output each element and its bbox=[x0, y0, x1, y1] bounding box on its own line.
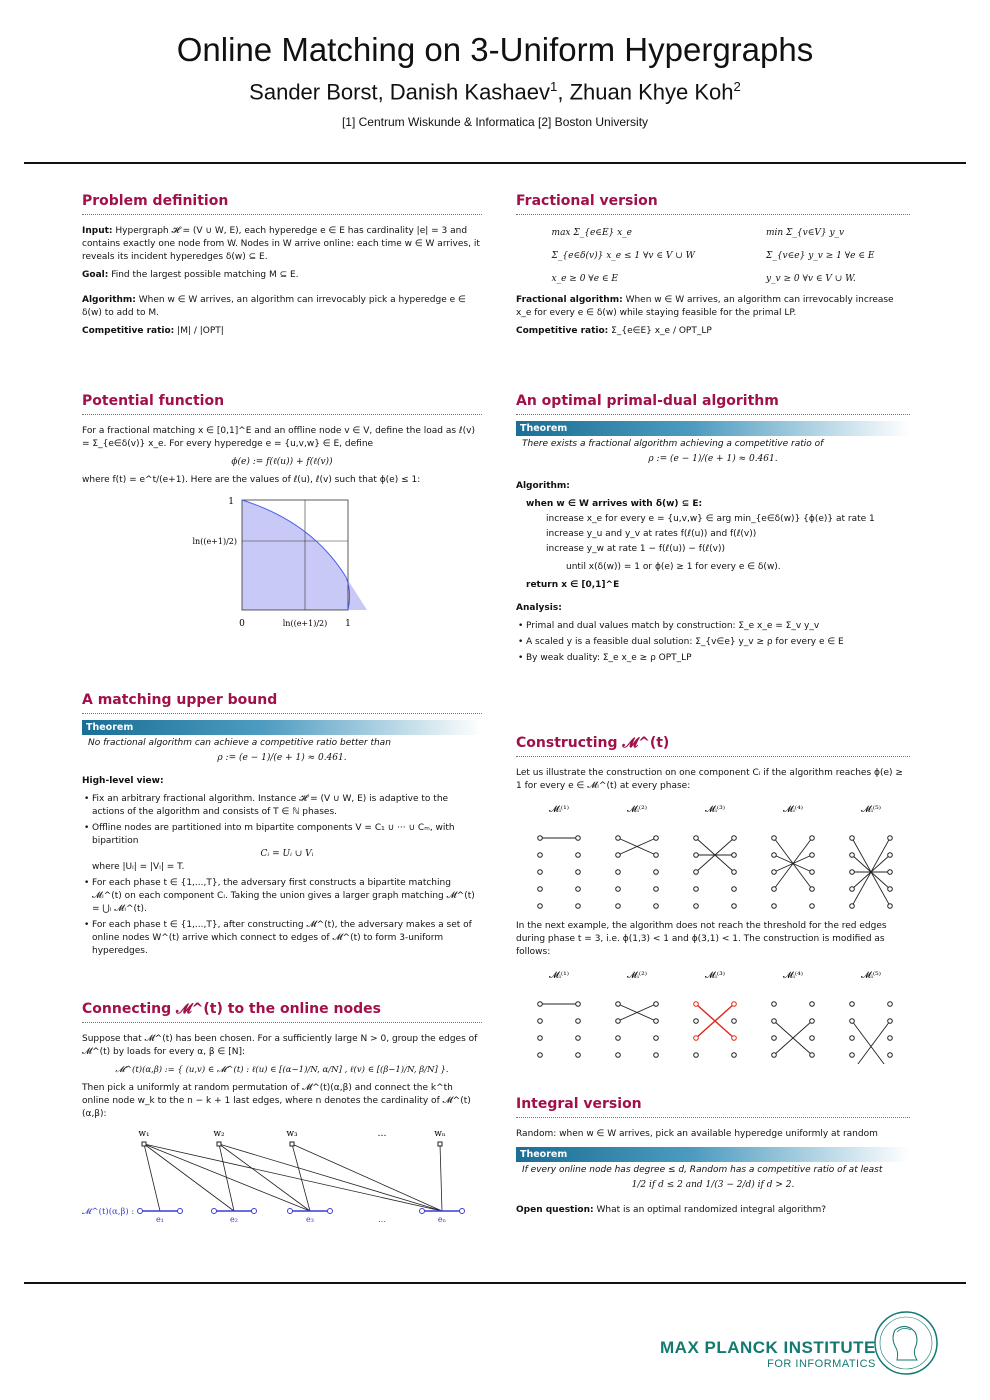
left-node bbox=[616, 887, 621, 892]
right-node bbox=[654, 1002, 659, 1007]
right-node bbox=[888, 836, 893, 841]
input-text: Hypergraph 𝓗 = (V ∪ W, E), each hyperedge e ∈ E has cardinality |e| = 3 and contains exactly one node from W. Nodes in W arrive online: each time w ∈ W arrives, it reveals its incident hyperedges δ(w) ⊆ E. bbox=[82, 226, 480, 262]
open-question-text: What is an optimal randomized integral algorithm? bbox=[596, 1205, 827, 1215]
left-node bbox=[538, 853, 543, 858]
edge-label: e₂ bbox=[230, 1215, 238, 1224]
left-node bbox=[616, 1036, 621, 1041]
poster-header bbox=[0, 30, 990, 129]
left-node bbox=[850, 1019, 855, 1024]
analysis-list bbox=[516, 620, 910, 665]
section-heading: Connecting 𝓜^(t) to the online nodes bbox=[82, 1003, 482, 1023]
theorem-formula: ρ := (e − 1)/(e + 1) ≈ 0.461. bbox=[648, 454, 778, 464]
hyperedge-line bbox=[219, 1144, 234, 1211]
constructing-text-2: In the next example, the algorithm does not reach the threshold for the red edges during phase t = 3, i.e. ϕ(1,3) < 1 and ϕ(3,1) < 1. The construction is modified as follows: bbox=[516, 921, 887, 957]
problem-definition-section: Problem definition Input: Hypergraph 𝓗 = (V ∪ W, E), each hyperedge e ∈ E has cardinality |e| = 3 and contains exactly one node from W. Nodes in W arrive online: each time w ∈ W arrives, it reveals its incident hyperedges δ(w) ⊆ E. Goal: Find the largest possible matching M ⊆ E. Algorithm: When w ∈ W arrives, an algorithm can irrevocably pick a hyperedge e ∈ δ(w) to add to M. Competitive ratio: |M| / |OPT| bbox=[82, 195, 482, 343]
matching-label: 𝓜^(t)(α,β) : bbox=[82, 1207, 135, 1217]
right-node bbox=[732, 870, 737, 875]
section-heading: Potential function bbox=[82, 395, 482, 415]
right-node bbox=[576, 853, 581, 858]
potential-plot bbox=[192, 492, 492, 632]
section-heading: Fractional version bbox=[516, 195, 910, 215]
left-node bbox=[616, 853, 621, 858]
left-node bbox=[694, 1002, 699, 1007]
list-item: • For each phase t ∈ {1,...,T}, after constructing 𝓜^(t), the adversary makes a set of online nodes W^(t) arrive which connect to edges of 𝓜^(t) to form 3-uniform hyperedges. bbox=[92, 919, 482, 958]
edge-label: … bbox=[378, 1215, 386, 1224]
left-node bbox=[772, 1019, 777, 1024]
right-node bbox=[810, 1002, 815, 1007]
list-item: • For each phase t ∈ {1,...,T}, the adversary first constructs a bipartite matching 𝓜ᵢ^(t) on each component Cᵢ. Taking the union gives a larger graph matching 𝓜^(t) = ⋃ᵢ 𝓜ᵢ^(t). bbox=[92, 877, 482, 916]
online-node-label: … bbox=[377, 1129, 387, 1139]
connecting-section bbox=[82, 1003, 482, 1231]
potential-text-1: For a fractional matching x ∈ [0,1]^E and an offline node v ∈ V, define the load as ℓ(v) = Σ_{e∈δ(v)} x_e. For every hyperedge e = {u,v,w} ∈ E, define bbox=[82, 426, 475, 449]
right-node bbox=[654, 887, 659, 892]
section-heading: Constructing 𝓜^(t) bbox=[516, 737, 910, 757]
affiliations: [1] Centrum Wiskunde & Informatica [2] Boston University bbox=[341, 115, 649, 130]
right-node bbox=[576, 836, 581, 841]
institute-logo-text: MAX PLANCK INSTITUTE FOR INFORMATICS bbox=[660, 1338, 876, 1370]
theorem-header: Theorem bbox=[516, 421, 910, 436]
phase-label: 𝓜ᵢ⁽²⁾ bbox=[627, 805, 647, 815]
right-node bbox=[732, 887, 737, 892]
edge-endpoint bbox=[138, 1209, 143, 1214]
left-node bbox=[616, 870, 621, 875]
left-node bbox=[850, 853, 855, 858]
section-heading: Integral version bbox=[516, 1098, 910, 1118]
left-node bbox=[850, 904, 855, 909]
edge-endpoint bbox=[178, 1209, 183, 1214]
left-node bbox=[538, 1053, 543, 1058]
constructing-section bbox=[516, 737, 910, 1069]
x-tick-mid: ln((e+1)/2) bbox=[282, 619, 328, 628]
phase-label: 𝓜ᵢ⁽¹⁾ bbox=[549, 971, 569, 981]
left-node bbox=[616, 1053, 621, 1058]
right-node bbox=[654, 1036, 659, 1041]
right-node bbox=[888, 853, 893, 858]
algorithm-text: When w ∈ W arrives, an algorithm can irrevocably pick a hyperedge e ∈ δ(w) to add to M. bbox=[82, 295, 466, 318]
left-node bbox=[538, 836, 543, 841]
left-node bbox=[616, 836, 621, 841]
left-node bbox=[850, 887, 855, 892]
integral-section: Integral version Random: when w ∈ W arrives, pick an available hyperedge uniformly at random Theorem If every online node has degree ≤ d, Random has a competitive ratio of at least 1/2 if d ≤ 2 and 1/(3 − 2/d) if d > 2. Open question: What is an optimal randomized integral algorithm? bbox=[516, 1098, 910, 1222]
right-node bbox=[888, 1002, 893, 1007]
left-node bbox=[772, 870, 777, 875]
left-node bbox=[850, 870, 855, 875]
phase-label: 𝓜ᵢ⁽⁵⁾ bbox=[861, 971, 881, 981]
phase-label: 𝓜ᵢ⁽³⁾ bbox=[705, 805, 725, 815]
right-node bbox=[576, 870, 581, 875]
phase-label: 𝓜ᵢ⁽⁵⁾ bbox=[861, 805, 881, 815]
phase-label: 𝓜ᵢ⁽¹⁾ bbox=[549, 805, 569, 815]
fractional-version-section: Fractional version max Σ_{e∈E} x_e Σ_{e∈δ(v)} x_e ≤ 1 ∀v ∈ V ∪ W x_e ≥ 0 ∀e ∈ E min Σ_{v∈V} y_v Σ_{v∈e} y_v ≥ 1 ∀e ∈ E y_v ≥ 0 ∀v ∈ V ∪ W. Fractional algorithm: When w ∈ W arrives, an algorithm can irrevocably increase x_e for every e ∈ δ(w) while staying feasible for the primal LP. Competitive ratio: Σ_{e∈E} x_e / OPT_LP bbox=[516, 195, 910, 343]
left-node bbox=[538, 904, 543, 909]
left-node bbox=[850, 1053, 855, 1058]
left-node bbox=[694, 887, 699, 892]
edge-endpoint bbox=[212, 1209, 217, 1214]
connecting-text-1: Suppose that 𝓜^(t) has been chosen. For a sufficiently large N > 0, group the edges of 𝓜^(t) by loads for every α, β ∈ [N]: bbox=[82, 1034, 478, 1057]
right-node bbox=[654, 904, 659, 909]
left-node bbox=[538, 870, 543, 875]
hyperedge-line bbox=[219, 1144, 442, 1211]
right-node bbox=[810, 887, 815, 892]
right-node bbox=[810, 853, 815, 858]
edge-endpoint bbox=[460, 1209, 465, 1214]
hyperedge-line bbox=[440, 1144, 442, 1211]
right-node bbox=[576, 904, 581, 909]
left-node bbox=[772, 904, 777, 909]
edge-endpoint bbox=[328, 1209, 333, 1214]
left-node bbox=[850, 1002, 855, 1007]
right-node bbox=[888, 1053, 893, 1058]
edge-endpoint bbox=[288, 1209, 293, 1214]
list-item: • By weak duality: Σ_e x_e ≥ ρ OPT_LP bbox=[526, 652, 910, 665]
right-node bbox=[654, 853, 659, 858]
section-heading: A matching upper bound bbox=[82, 694, 482, 714]
phase-label: 𝓜ᵢ⁽⁴⁾ bbox=[783, 971, 803, 981]
theorem-text: There exists a fractional algorithm achieving a competitive ratio of bbox=[522, 439, 824, 449]
right-node bbox=[810, 870, 815, 875]
right-node bbox=[732, 904, 737, 909]
upper-bound-section bbox=[82, 694, 482, 961]
list-item: • Offline nodes are partitioned into m bipartite components V = C₁ ∪ ··· ∪ Cₘ, with bipartition Cᵢ = Uᵢ ∪ Vᵢ where |Uᵢ| = |Vᵢ| = T. bbox=[92, 822, 482, 874]
phase-label: 𝓜ᵢ⁽²⁾ bbox=[627, 971, 647, 981]
left-node bbox=[694, 1019, 699, 1024]
right-node bbox=[576, 1019, 581, 1024]
online-node bbox=[290, 1142, 294, 1146]
header-divider bbox=[24, 162, 966, 164]
x-tick-zero: 0 bbox=[239, 619, 245, 629]
theorem-text: If every online node has degree ≤ d, Random has a competitive ratio of at least bbox=[522, 1165, 883, 1175]
left-node bbox=[616, 904, 621, 909]
right-node bbox=[732, 853, 737, 858]
phase-diagram-1 bbox=[516, 798, 910, 910]
potential-formula: ϕ(e) := f(ℓ(u)) + f(ℓ(v)) bbox=[231, 457, 333, 467]
fractional-algorithm-text: When w ∈ W arrives, an algorithm can irrevocably increase x_e for every e ∈ δ(w) while staying feasible for the primal LP. bbox=[516, 295, 894, 318]
footer-divider bbox=[24, 1282, 966, 1284]
right-node bbox=[576, 1053, 581, 1058]
random-text: Random: when w ∈ W arrives, pick an available hyperedge uniformly at random bbox=[516, 1129, 878, 1139]
left-node bbox=[772, 887, 777, 892]
left-node bbox=[538, 1002, 543, 1007]
right-node bbox=[732, 1019, 737, 1024]
list-item: • A scaled y is a feasible dual solution: Σ_{v∈e} y_v ≥ ρ for every e ∈ E bbox=[526, 636, 910, 649]
right-node bbox=[576, 887, 581, 892]
right-node bbox=[732, 836, 737, 841]
right-node bbox=[654, 836, 659, 841]
right-node bbox=[810, 1036, 815, 1041]
left-node bbox=[694, 1036, 699, 1041]
left-node bbox=[772, 1036, 777, 1041]
left-node bbox=[538, 887, 543, 892]
left-node bbox=[850, 836, 855, 841]
right-node bbox=[888, 904, 893, 909]
authors: Sander Borst, Danish Kashaev$^1$, Zhuan Khye Koh$^2$ bbox=[249, 79, 741, 105]
right-node bbox=[810, 1019, 815, 1024]
right-node bbox=[810, 836, 815, 841]
hyperedge-line bbox=[219, 1144, 310, 1211]
left-node bbox=[616, 1002, 621, 1007]
right-node bbox=[888, 870, 893, 875]
right-node bbox=[654, 1019, 659, 1024]
goal-text: Find the largest possible matching M ⊆ E. bbox=[111, 270, 299, 280]
phase-diagram-2 bbox=[516, 964, 910, 1064]
matching-edge bbox=[852, 1021, 890, 1064]
connecting-formula: 𝓜^(t)(α,β) := { (u,v) ∈ 𝓜^(t) : ℓ(u) ∈ [(α−1)/N, α/N] , ℓ(v) ∈ [(β−1)/N, β/N] }. bbox=[115, 1065, 449, 1075]
right-node bbox=[654, 1053, 659, 1058]
online-nodes-diagram bbox=[82, 1126, 482, 1226]
theorem-text: No fractional algorithm can achieve a competitive ratio better than bbox=[88, 738, 391, 748]
edge-endpoint bbox=[420, 1209, 425, 1214]
online-node bbox=[217, 1142, 221, 1146]
potential-text-2: where f(t) = e^t/(e+1). Here are the values of ℓ(u), ℓ(v) such that ϕ(e) ≤ 1: bbox=[82, 475, 421, 485]
high-level-list bbox=[82, 793, 482, 958]
algorithm-block: when w ∈ W arrives with δ(w) ⊆ E: increase x_e for every e = {u,v,w} ∈ arg min_{e∈δ(w)} {ϕ(e)} at rate 1 increase y_u and y_v at rates f(ℓ(u)) and f(ℓ(v)) increase y_w at rate 1 − f(ℓ(u)) − f(ℓ(v)) until x(δ(w)) = 1 or ϕ(e) ≥ 1 for every e ∈ δ(w). return x ∈ [0,1]^E bbox=[526, 499, 875, 590]
phase-label: 𝓜ᵢ⁽³⁾ bbox=[705, 971, 725, 981]
theorem-formula: 1/2 if d ≤ 2 and 1/(3 − 2/d) if d > 2. bbox=[631, 1180, 795, 1190]
online-node bbox=[438, 1142, 442, 1146]
connecting-text-2: Then pick a uniformly at random permutation of 𝓜^(t)(α,β) and connect the k^th online node w_k to the n − k + 1 last edges, where n denotes the cardinality of 𝓜^(t)(α,β): bbox=[82, 1083, 471, 1119]
left-node bbox=[772, 1002, 777, 1007]
right-node bbox=[888, 1019, 893, 1024]
right-node bbox=[576, 1002, 581, 1007]
potential-function-section bbox=[82, 395, 482, 632]
left-node bbox=[538, 1019, 543, 1024]
list-item: • Fix an arbitrary fractional algorithm. Instance 𝓗 = (V ∪ W, E) is adaptive to the actions of the algorithm and consists of T ∈ ℕ phases. bbox=[92, 793, 482, 819]
left-node bbox=[694, 836, 699, 841]
left-node bbox=[772, 836, 777, 841]
left-node bbox=[616, 1019, 621, 1024]
matching-edge bbox=[852, 1021, 890, 1064]
right-node bbox=[576, 1036, 581, 1041]
online-node-label: w₁ bbox=[138, 1129, 150, 1139]
algorithm-label: Algorithm: bbox=[516, 481, 570, 491]
right-node bbox=[810, 904, 815, 909]
left-node bbox=[538, 1036, 543, 1041]
phase-label: 𝓜ᵢ⁽⁴⁾ bbox=[783, 805, 803, 815]
right-node bbox=[732, 1053, 737, 1058]
section-heading: An optimal primal-dual algorithm bbox=[516, 395, 910, 415]
right-node bbox=[732, 1002, 737, 1007]
left-node bbox=[694, 870, 699, 875]
high-level-label: High-level view: bbox=[82, 776, 164, 786]
section-heading: Problem definition bbox=[82, 195, 482, 215]
edge-label: eₙ bbox=[437, 1215, 447, 1224]
list-item: • Primal and dual values match by construction: Σ_e x_e = Σ_v y_v bbox=[526, 620, 910, 633]
edge-endpoint bbox=[252, 1209, 257, 1214]
dual-lp: min Σ_{v∈V} y_v Σ_{v∈e} y_v ≥ 1 ∀e ∈ E y_v ≥ 0 ∀v ∈ V ∪ W. bbox=[765, 228, 875, 284]
left-node bbox=[694, 1053, 699, 1058]
left-node bbox=[772, 1053, 777, 1058]
primal-lp: max Σ_{e∈E} x_e Σ_{e∈δ(v)} x_e ≤ 1 ∀v ∈ V ∪ W x_e ≥ 0 ∀e ∈ E bbox=[551, 228, 695, 284]
online-node-label: w₂ bbox=[213, 1129, 225, 1139]
right-node bbox=[888, 1036, 893, 1041]
constructing-text-1: Let us illustrate the construction on one component Cᵢ if the algorithm reaches ϕ(e) ≥ 1 for every e ∈ 𝓜ᵢ^(t) at every phase: bbox=[516, 768, 903, 791]
left-node bbox=[694, 853, 699, 858]
online-node-label: w₃ bbox=[286, 1129, 298, 1139]
edge-label: e₁ bbox=[156, 1215, 164, 1224]
right-node bbox=[810, 1053, 815, 1058]
fractional-ratio-text: Σ_{e∈E} x_e / OPT_LP bbox=[611, 326, 712, 336]
minerva-seal-icon bbox=[873, 1310, 939, 1376]
right-node bbox=[732, 1036, 737, 1041]
theorem-header: Theorem bbox=[82, 720, 482, 735]
theorem-header: Theorem bbox=[516, 1147, 910, 1162]
left-node bbox=[694, 904, 699, 909]
theorem-formula: ρ := (e − 1)/(e + 1) ≈ 0.461. bbox=[217, 753, 347, 763]
online-node bbox=[142, 1142, 146, 1146]
x-tick-right: 1 bbox=[345, 619, 351, 629]
y-tick-mid: ln((e+1)/2) bbox=[192, 537, 237, 546]
hyperedge-line bbox=[144, 1144, 310, 1211]
left-node bbox=[850, 1036, 855, 1041]
online-node-label: wₙ bbox=[434, 1129, 446, 1139]
left-node bbox=[772, 853, 777, 858]
right-node bbox=[654, 870, 659, 875]
primal-dual-section bbox=[516, 395, 910, 668]
poster-title: Online Matching on 3-Uniform Hypergraphs bbox=[176, 31, 814, 68]
y-tick-top: 1 bbox=[228, 497, 234, 507]
analysis-label: Analysis: bbox=[516, 603, 562, 613]
ratio-text: |M| / |OPT| bbox=[177, 326, 224, 336]
edge-label: e₃ bbox=[306, 1215, 314, 1224]
hyperedge-line bbox=[292, 1144, 442, 1211]
right-node bbox=[888, 887, 893, 892]
